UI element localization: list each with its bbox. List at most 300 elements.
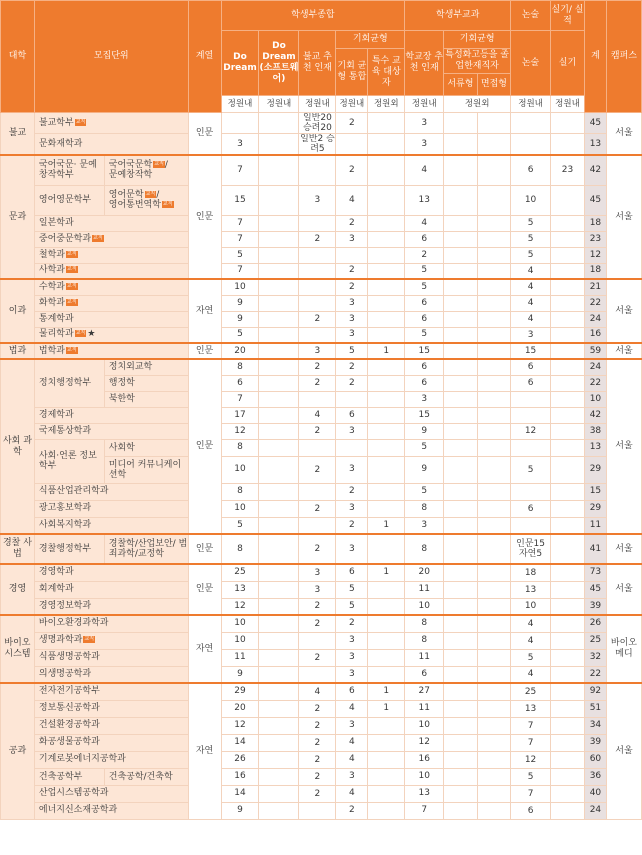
value-br (299, 263, 336, 279)
value-sp (368, 134, 405, 156)
total-cell: 73 (584, 564, 606, 581)
quota-label: 정원내 (511, 96, 551, 113)
dept-label: 통계학과 (38, 313, 74, 324)
value-dd: 12 (221, 423, 259, 439)
dept-cell (34, 247, 188, 263)
value-dd: 7 (221, 155, 259, 185)
col-equal-integrated: 기회 균형 통합 (336, 49, 368, 96)
value-eq: 3 (336, 649, 368, 666)
value-br: 2 (299, 768, 336, 785)
col-track: 계열 (188, 1, 221, 113)
value-es: 4 (511, 263, 551, 279)
total-cell: 38 (584, 423, 606, 439)
dept-cell (104, 391, 188, 407)
value-sp (368, 375, 405, 391)
value-eq: 3 (336, 327, 368, 343)
total-cell: 41 (584, 534, 606, 564)
value-dds (259, 581, 299, 598)
table-row (1, 615, 642, 632)
table-row (1, 231, 642, 247)
value-br: 2 (299, 375, 336, 391)
value-doc (444, 113, 478, 134)
dept-cell (34, 649, 188, 666)
value-dd: 8 (221, 483, 259, 500)
value-dd: 16 (221, 768, 259, 785)
value-eq: 3 (336, 632, 368, 649)
value-doc (444, 343, 478, 359)
col-student-comprehensive: 학생부종합 (221, 1, 405, 31)
campus-cell: 서울 (606, 564, 641, 615)
campus-cell: 서울 (606, 113, 641, 156)
college-cell: 경영 (1, 564, 35, 615)
dept-label: 철학과 (38, 249, 65, 260)
value-sp (368, 666, 405, 683)
value-es: 6 (511, 155, 551, 185)
dept-label: 경찰학/산업보안/ 범죄과학/교정학 (108, 539, 188, 559)
value-doc (444, 666, 478, 683)
value-sr: 6 (405, 311, 444, 327)
value-es: 4 (511, 279, 551, 295)
value-int (478, 517, 511, 534)
value-doc (444, 247, 478, 263)
value-es: 5 (511, 456, 551, 483)
dept-cell (34, 717, 188, 734)
value-es: 6 (511, 500, 551, 517)
college-cell: 이과 (1, 279, 35, 343)
col-practical-group: 실기/ 실적 (551, 1, 585, 31)
value-doc (444, 632, 478, 649)
value-sr: 11 (405, 581, 444, 598)
value-dd: 25 (221, 564, 259, 581)
value-pr (551, 407, 585, 423)
col-practical: 실기 (551, 31, 585, 96)
value-sr: 4 (405, 155, 444, 185)
value-br: 2 (299, 231, 336, 247)
value-dd: 14 (221, 785, 259, 802)
value-doc (444, 598, 478, 615)
value-eq: 2 (336, 279, 368, 295)
value-dd: 5 (221, 247, 259, 263)
value-int (478, 632, 511, 649)
value-doc (444, 500, 478, 517)
value-dds (259, 768, 299, 785)
value-eq: 2 (336, 483, 368, 500)
value-es: 10 (511, 598, 551, 615)
value-pr (551, 439, 585, 456)
value-sr: 8 (405, 500, 444, 517)
dept-label: 바이오환경과학과 (38, 618, 109, 629)
value-int (478, 375, 511, 391)
col-school-rec: 학교장 추천 인재 (405, 31, 444, 96)
value-eq: 5 (336, 581, 368, 598)
value-eq: 3 (336, 423, 368, 439)
value-sr: 11 (405, 700, 444, 717)
value-int (478, 700, 511, 717)
dept-label: 행정학 (108, 378, 135, 388)
table-row (1, 343, 642, 359)
dept-cell (34, 751, 188, 768)
teaching-badge: 교직 (93, 234, 103, 241)
value-int (478, 734, 511, 751)
table-row (1, 327, 642, 343)
value-br (299, 155, 336, 185)
value-sr: 5 (405, 263, 444, 279)
value-eq: 3 (336, 295, 368, 311)
value-sr: 13 (405, 785, 444, 802)
value-doc (444, 423, 478, 439)
value-es: 12 (511, 751, 551, 768)
dept-label: 에너지신소재공학과 (38, 805, 118, 815)
value-es (511, 391, 551, 407)
value-dd: 9 (221, 802, 259, 819)
value-doc (444, 134, 478, 156)
dept-label: 경제학과 (38, 409, 74, 420)
value-eq: 2 (336, 113, 368, 134)
value-br: 2 (299, 500, 336, 517)
value-eq: 2 (336, 615, 368, 632)
value-sr: 5 (405, 327, 444, 343)
dept-label: 미디어 커뮤니케이션학 (108, 459, 182, 480)
table-row (1, 311, 642, 327)
value-br: 2 (299, 717, 336, 734)
value-eq: 6 (336, 407, 368, 423)
teaching-badge: 교직 (75, 118, 86, 125)
value-br: 2 (299, 734, 336, 751)
dept-label: 식품산업관리학과 (38, 486, 109, 496)
value-dds (259, 483, 299, 500)
value-dds (259, 802, 299, 819)
table-row (1, 768, 642, 785)
value-es: 13 (511, 581, 551, 598)
dept-label: 법학과 (38, 345, 65, 356)
value-pr (551, 263, 585, 279)
teaching-badge: 교직 (67, 282, 77, 289)
quota-label: 정원외 (444, 96, 511, 113)
value-eq: 3 (336, 456, 368, 483)
value-sp (368, 407, 405, 423)
value-sp: 1 (368, 517, 405, 534)
value-sr: 2 (405, 247, 444, 263)
value-int (478, 581, 511, 598)
value-br (299, 666, 336, 683)
value-eq (336, 391, 368, 407)
dept-label: 경영학과 (38, 567, 74, 578)
value-dd: 17 (221, 407, 259, 423)
value-es: 10 (511, 185, 551, 215)
table-row (1, 666, 642, 683)
value-eq: 2 (336, 155, 368, 185)
dept-cell (34, 785, 188, 802)
value-doc (444, 155, 478, 185)
value-pr (551, 247, 585, 263)
total-cell: 32 (584, 649, 606, 666)
value-sp (368, 534, 405, 564)
table-row (1, 802, 642, 819)
value-br: 3 (299, 581, 336, 598)
value-br (299, 517, 336, 534)
value-pr (551, 666, 585, 683)
value-dds (259, 534, 299, 564)
dept-cell (34, 500, 188, 517)
value-dds (259, 615, 299, 632)
value-int (478, 564, 511, 581)
value-int (478, 247, 511, 263)
value-dds (259, 717, 299, 734)
value-int (478, 231, 511, 247)
dept-cell (34, 666, 188, 683)
value-eq: 2 (336, 517, 368, 534)
value-dd: 8 (221, 439, 259, 456)
value-pr (551, 717, 585, 734)
value-pr (551, 649, 585, 666)
value-dd: 12 (221, 717, 259, 734)
table-row (1, 407, 642, 423)
value-br: 2 (299, 534, 336, 564)
value-sp (368, 439, 405, 456)
value-pr (551, 375, 585, 391)
dept-label: 문화재학과 (38, 138, 83, 149)
value-dds (259, 683, 299, 700)
value-pr (551, 231, 585, 247)
table-row (1, 295, 642, 311)
total-cell: 45 (584, 113, 606, 134)
dept-label: 의생명공학과 (38, 668, 92, 679)
value-int (478, 717, 511, 734)
value-pr (551, 785, 585, 802)
value-doc (444, 311, 478, 327)
track-cell: 자연 (188, 683, 221, 819)
value-dds (259, 185, 299, 215)
value-doc (444, 279, 478, 295)
value-sr: 5 (405, 439, 444, 456)
value-doc (444, 483, 478, 500)
track-cell: 자연 (188, 615, 221, 683)
value-dd: 5 (221, 327, 259, 343)
total-cell: 18 (584, 215, 606, 231)
value-int (478, 215, 511, 231)
value-dd: 7 (221, 391, 259, 407)
table-row (1, 483, 642, 500)
total-cell: 21 (584, 279, 606, 295)
value-es: 6 (511, 802, 551, 819)
value-br: 3 (299, 185, 336, 215)
dept-label: 산업시스템공학과 (38, 788, 109, 798)
value-dds (259, 279, 299, 295)
value-sp: 1 (368, 343, 405, 359)
campus-cell: 서울 (606, 534, 641, 564)
value-br (299, 483, 336, 500)
total-cell: 24 (584, 311, 606, 327)
value-sr: 5 (405, 483, 444, 500)
value-eq: 3 (336, 534, 368, 564)
value-br: 2 (299, 649, 336, 666)
dept-cell (34, 343, 188, 359)
dept-cell (34, 700, 188, 717)
dept-group-cell: 정치행정학부 (34, 359, 104, 407)
value-sp (368, 785, 405, 802)
col-unit: 모집단위 (34, 1, 188, 113)
value-br (299, 439, 336, 456)
value-dds (259, 649, 299, 666)
value-dd: 10 (221, 279, 259, 295)
value-sr: 9 (405, 456, 444, 483)
quota-label: 정원내 (336, 96, 368, 113)
dept-cell (34, 295, 188, 311)
value-int (478, 456, 511, 483)
teaching-badge: 교직 (154, 161, 164, 168)
value-dds (259, 375, 299, 391)
teaching-badge: 교직 (67, 250, 77, 257)
col-student-subject: 학생부교과 (405, 1, 511, 31)
total-cell: 39 (584, 734, 606, 751)
value-dds (259, 598, 299, 615)
total-cell: 22 (584, 295, 606, 311)
value-sp (368, 359, 405, 375)
value-sr: 20 (405, 564, 444, 581)
value-br: 2 (299, 598, 336, 615)
dept-label: 국어국문학 (108, 160, 153, 171)
value-doc (444, 700, 478, 717)
col-essay: 논술 (511, 31, 551, 96)
value-dd: 5 (221, 517, 259, 534)
col-campus: 캠퍼스 (606, 1, 641, 113)
value-sp (368, 649, 405, 666)
table-row (1, 185, 642, 215)
value-br (299, 215, 336, 231)
value-dd: 12 (221, 598, 259, 615)
dept-cell (104, 185, 188, 215)
value-sp (368, 500, 405, 517)
total-cell: 92 (584, 683, 606, 700)
dept-cell (104, 359, 188, 375)
col-do-dream-sw: Do Dream (소프트웨어) (259, 31, 299, 96)
value-eq: 4 (336, 785, 368, 802)
value-doc (444, 327, 478, 343)
value-int (478, 279, 511, 295)
teaching-badge: 교직 (84, 636, 95, 642)
dept-cell (104, 534, 188, 564)
value-br (299, 391, 336, 407)
value-sr: 8 (405, 615, 444, 632)
value-pr (551, 632, 585, 649)
value-int (478, 423, 511, 439)
total-cell: 15 (584, 483, 606, 500)
dept-label: 회계학과 (38, 584, 74, 594)
value-es: 12 (511, 423, 551, 439)
value-dds (259, 263, 299, 279)
value-br: 일반20 승려20 (299, 113, 336, 134)
dept-cell (34, 564, 188, 581)
table-row (1, 279, 642, 295)
value-sr: 27 (405, 683, 444, 700)
value-dds (259, 564, 299, 581)
dept-cell (34, 615, 188, 632)
value-br (299, 632, 336, 649)
college-cell: 사회 과학 (1, 359, 35, 534)
value-pr (551, 185, 585, 215)
value-doc (444, 615, 478, 632)
value-sp (368, 717, 405, 734)
value-sp (368, 231, 405, 247)
value-eq: 4 (336, 751, 368, 768)
value-sr: 3 (405, 391, 444, 407)
value-sp: 1 (368, 564, 405, 581)
dept-label: 물리학과 (38, 329, 74, 340)
value-dds (259, 215, 299, 231)
table-row (1, 359, 642, 375)
dept-extra-label: 문예창작학 (108, 170, 153, 181)
campus-cell: 서울 (606, 343, 641, 359)
table-row (1, 517, 642, 534)
value-doc (444, 391, 478, 407)
total-cell: 11 (584, 517, 606, 534)
dept-cell (34, 483, 188, 500)
dept-cell (34, 327, 188, 343)
dept-group-cell: 경찰행정학부 (34, 534, 104, 564)
value-sr: 10 (405, 598, 444, 615)
value-sr: 15 (405, 343, 444, 359)
dept-cell (34, 263, 188, 279)
track-cell: 인문 (188, 113, 221, 156)
dept-label: 영어문학 (108, 190, 144, 200)
value-sr: 10 (405, 717, 444, 734)
value-pr (551, 734, 585, 751)
value-dds (259, 311, 299, 327)
value-sp: 1 (368, 700, 405, 717)
campus-cell: 서울 (606, 155, 641, 279)
value-br: 2 (299, 359, 336, 375)
value-sp (368, 483, 405, 500)
table-row (1, 134, 642, 156)
dept-group-cell: 영어영문학부 (34, 185, 104, 215)
value-dds (259, 734, 299, 751)
dept-label: 중어중문학과 (38, 233, 92, 244)
value-br: 2 (299, 615, 336, 632)
value-sr: 15 (405, 407, 444, 423)
value-sp (368, 391, 405, 407)
value-eq: 3 (336, 666, 368, 683)
value-br: 2 (299, 423, 336, 439)
value-dds (259, 439, 299, 456)
value-sr: 8 (405, 534, 444, 564)
track-cell: 인문 (188, 534, 221, 564)
value-eq: 5 (336, 598, 368, 615)
value-doc (444, 407, 478, 423)
value-dds (259, 666, 299, 683)
value-br: 일반2 승려5 (300, 134, 335, 154)
value-pr (551, 564, 585, 581)
total-cell: 25 (584, 632, 606, 649)
table-row (1, 423, 642, 439)
dept-group-cell: 국어국문· 문예창작학부 (34, 155, 104, 185)
value-dd: 7 (221, 263, 259, 279)
value-doc (444, 683, 478, 700)
col-interview-type: 면접형 (480, 79, 507, 89)
dept-label: 국제통상학과 (38, 425, 92, 436)
value-es: 7 (511, 734, 551, 751)
value-int (478, 155, 511, 185)
dept-label: 전자전기공학부 (38, 686, 100, 697)
quota-label: 정원내 (551, 96, 585, 113)
dept-cell (34, 802, 188, 819)
value-dds (259, 134, 299, 156)
value-pr (551, 683, 585, 700)
value-es: 5 (511, 768, 551, 785)
value-dd: 26 (221, 751, 259, 768)
value-sp (368, 615, 405, 632)
dept-label: 화학과 (38, 297, 65, 308)
total-cell: 16 (584, 327, 606, 343)
